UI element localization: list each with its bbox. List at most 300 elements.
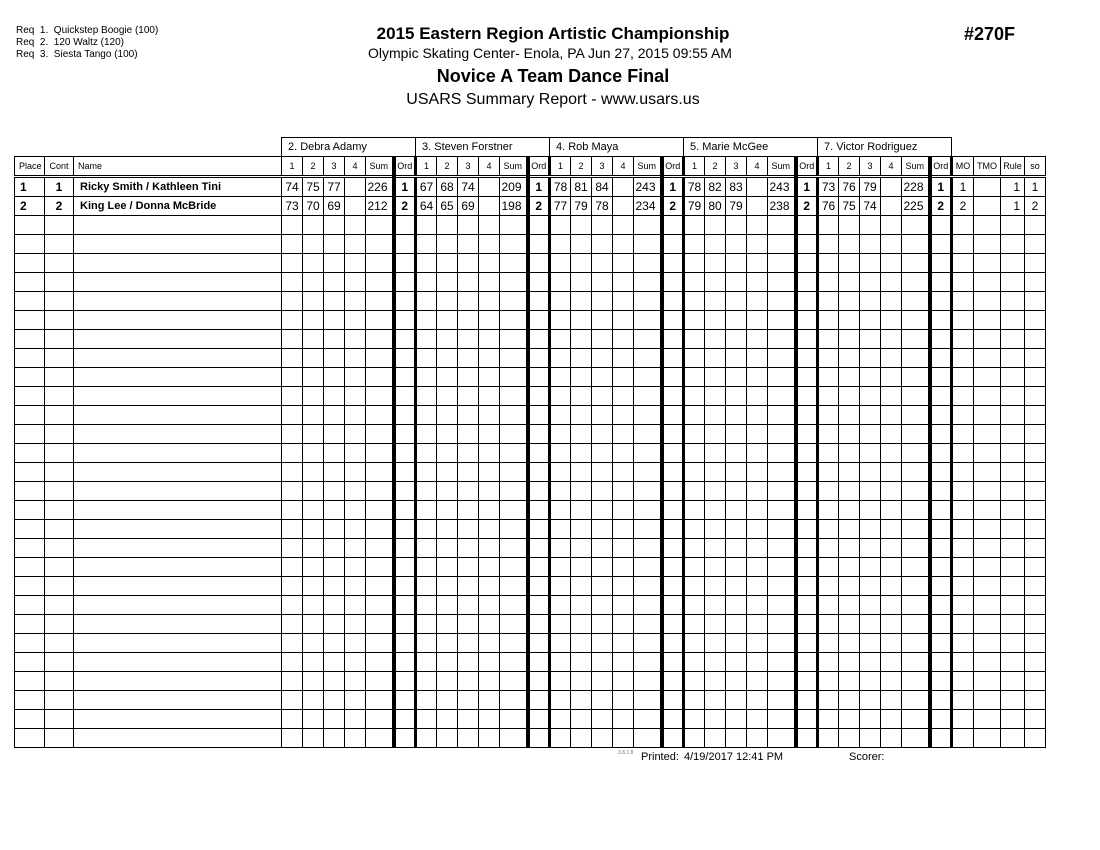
- empty-cell: [45, 558, 74, 577]
- empty-cell: [366, 520, 394, 539]
- empty-row: [15, 729, 1046, 748]
- empty-cell: [860, 729, 881, 748]
- ord-cell: 1: [528, 177, 550, 197]
- score-cell: 64: [416, 197, 437, 216]
- empty-cell: [1025, 216, 1046, 235]
- empty-cell: [684, 520, 705, 539]
- sum-cell: 238: [768, 197, 796, 216]
- empty-cell: [366, 653, 394, 672]
- empty-cell: [303, 539, 324, 558]
- empty-cell: [282, 596, 303, 615]
- empty-cell: [458, 387, 479, 406]
- empty-ord-cell: [394, 349, 416, 368]
- empty-cell: [479, 520, 500, 539]
- empty-cell: [592, 292, 613, 311]
- empty-cell: [1001, 710, 1025, 729]
- empty-row: [15, 292, 1046, 311]
- printed-value: 4/19/2017 12:41 PM: [684, 751, 784, 763]
- empty-cell: [500, 406, 528, 425]
- empty-row: [15, 235, 1046, 254]
- score-cell: [747, 197, 768, 216]
- empty-cell: [571, 710, 592, 729]
- empty-cell: [1025, 653, 1046, 672]
- empty-cell: [500, 577, 528, 596]
- empty-cell: [860, 216, 881, 235]
- so-cell: 1: [1025, 177, 1046, 197]
- empty-cell: [974, 634, 1001, 653]
- empty-cell: [571, 330, 592, 349]
- empty-cell: [500, 653, 528, 672]
- empty-ord-cell: [394, 330, 416, 349]
- empty-cell: [479, 444, 500, 463]
- empty-cell: [818, 539, 839, 558]
- empty-cell: [458, 330, 479, 349]
- empty-cell: [416, 672, 437, 691]
- empty-ord-cell: [394, 691, 416, 710]
- empty-cell: [45, 691, 74, 710]
- empty-cell: [684, 216, 705, 235]
- empty-cell: [437, 235, 458, 254]
- empty-cell: [550, 501, 571, 520]
- empty-cell: [952, 672, 974, 691]
- empty-cell: [974, 216, 1001, 235]
- empty-cell: [902, 235, 930, 254]
- empty-row: [15, 349, 1046, 368]
- empty-cell: [416, 425, 437, 444]
- empty-cell: [74, 577, 282, 596]
- empty-ord-cell: [796, 216, 818, 235]
- empty-row: [15, 672, 1046, 691]
- empty-cell: [818, 387, 839, 406]
- score-cell: [613, 197, 634, 216]
- empty-cell: [345, 691, 366, 710]
- empty-cell: [458, 577, 479, 596]
- empty-cell: [768, 615, 796, 634]
- empty-cell: [366, 577, 394, 596]
- empty-cell: [45, 653, 74, 672]
- empty-cell: [726, 387, 747, 406]
- empty-cell: [479, 501, 500, 520]
- empty-cell: [15, 634, 45, 653]
- empty-cell: [684, 577, 705, 596]
- empty-cell: [818, 425, 839, 444]
- empty-cell: [500, 482, 528, 501]
- empty-ord-cell: [394, 368, 416, 387]
- empty-cell: [324, 539, 345, 558]
- empty-ord-cell: [662, 368, 684, 387]
- empty-ord-cell: [662, 634, 684, 653]
- col-s1: 1: [818, 157, 839, 177]
- empty-cell: [1025, 235, 1046, 254]
- ord-cell: 2: [662, 197, 684, 216]
- empty-ord-cell: [528, 292, 550, 311]
- empty-cell: [324, 273, 345, 292]
- empty-cell: [952, 463, 974, 482]
- empty-cell: [726, 710, 747, 729]
- empty-ord-cell: [662, 235, 684, 254]
- empty-ord-cell: [930, 539, 952, 558]
- empty-cell: [818, 349, 839, 368]
- empty-cell: [437, 558, 458, 577]
- empty-cell: [282, 330, 303, 349]
- empty-cell: [839, 349, 860, 368]
- empty-cell: [571, 235, 592, 254]
- empty-cell: [726, 463, 747, 482]
- empty-cell: [550, 596, 571, 615]
- col-s3: 3: [324, 157, 345, 177]
- empty-ord-cell: [796, 235, 818, 254]
- empty-ord-cell: [796, 558, 818, 577]
- empty-cell: [282, 558, 303, 577]
- empty-cell: [902, 349, 930, 368]
- empty-row: [15, 311, 1046, 330]
- empty-cell: [634, 615, 662, 634]
- empty-cell: [974, 691, 1001, 710]
- empty-cell: [613, 444, 634, 463]
- empty-cell: [345, 558, 366, 577]
- col-s1: 1: [684, 157, 705, 177]
- empty-cell: [881, 292, 902, 311]
- sum-cell: 226: [366, 177, 394, 197]
- ord-cell: 2: [394, 197, 416, 216]
- empty-cell: [437, 710, 458, 729]
- col-s4: 4: [345, 157, 366, 177]
- empty-ord-cell: [528, 235, 550, 254]
- empty-cell: [592, 387, 613, 406]
- empty-cell: [592, 216, 613, 235]
- empty-cell: [839, 501, 860, 520]
- empty-cell: [839, 387, 860, 406]
- empty-cell: [634, 444, 662, 463]
- empty-cell: [282, 463, 303, 482]
- empty-cell: [479, 596, 500, 615]
- empty-ord-cell: [394, 406, 416, 425]
- empty-cell: [45, 615, 74, 634]
- empty-cell: [881, 311, 902, 330]
- empty-cell: [45, 406, 74, 425]
- empty-cell: [860, 634, 881, 653]
- empty-cell: [458, 729, 479, 748]
- empty-cell: [45, 596, 74, 615]
- column-header-row: [15, 157, 1046, 177]
- empty-cell: [366, 539, 394, 558]
- empty-cell: [974, 330, 1001, 349]
- empty-cell: [952, 235, 974, 254]
- empty-cell: [437, 520, 458, 539]
- empty-cell: [726, 444, 747, 463]
- empty-cell: [416, 368, 437, 387]
- empty-cell: [416, 330, 437, 349]
- empty-ord-cell: [930, 387, 952, 406]
- event-number: #270F: [964, 24, 1016, 44]
- empty-cell: [479, 311, 500, 330]
- empty-cell: [324, 330, 345, 349]
- score-cell: 69: [458, 197, 479, 216]
- empty-cell: [282, 387, 303, 406]
- empty-cell: [571, 425, 592, 444]
- empty-cell: [324, 482, 345, 501]
- empty-cell: [974, 463, 1001, 482]
- col-s2: 2: [437, 157, 458, 177]
- score-cell: 73: [282, 197, 303, 216]
- empty-cell: [726, 691, 747, 710]
- sum-cell: 225: [902, 197, 930, 216]
- empty-cell: [902, 501, 930, 520]
- empty-cell: [902, 691, 930, 710]
- empty-cell: [860, 463, 881, 482]
- empty-cell: [416, 349, 437, 368]
- empty-cell: [952, 273, 974, 292]
- empty-cell: [345, 235, 366, 254]
- empty-cell: [1025, 710, 1046, 729]
- empty-cell: [282, 292, 303, 311]
- empty-cell: [15, 273, 45, 292]
- empty-cell: [1001, 311, 1025, 330]
- empty-cell: [416, 539, 437, 558]
- score-cell: 77: [324, 177, 345, 197]
- empty-cell: [860, 349, 881, 368]
- empty-cell: [324, 634, 345, 653]
- empty-ord-cell: [796, 463, 818, 482]
- empty-cell: [550, 254, 571, 273]
- ord-cell: 1: [394, 177, 416, 197]
- empty-cell: [952, 615, 974, 634]
- empty-cell: [345, 387, 366, 406]
- col-s2: 2: [303, 157, 324, 177]
- empty-cell: [345, 444, 366, 463]
- empty-cell: [324, 615, 345, 634]
- empty-ord-cell: [528, 425, 550, 444]
- empty-cell: [902, 330, 930, 349]
- empty-cell: [324, 729, 345, 748]
- empty-ord-cell: [662, 406, 684, 425]
- empty-cell: [705, 349, 726, 368]
- empty-cell: [571, 558, 592, 577]
- score-cell: 82: [705, 177, 726, 197]
- empty-cell: [747, 729, 768, 748]
- empty-cell: [282, 216, 303, 235]
- empty-ord-cell: [528, 653, 550, 672]
- empty-cell: [366, 463, 394, 482]
- empty-row: [15, 577, 1046, 596]
- empty-cell: [550, 425, 571, 444]
- requirement-1: Req 1. Quickstep Boogie (100): [16, 25, 159, 36]
- empty-cell: [974, 596, 1001, 615]
- empty-ord-cell: [528, 444, 550, 463]
- empty-cell: [684, 691, 705, 710]
- empty-cell: [15, 387, 45, 406]
- empty-cell: [1025, 729, 1046, 748]
- empty-cell: [345, 330, 366, 349]
- empty-cell: [726, 425, 747, 444]
- empty-ord-cell: [930, 501, 952, 520]
- col-so: so: [1025, 157, 1046, 177]
- empty-cell: [684, 596, 705, 615]
- empty-cell: [303, 558, 324, 577]
- empty-cell: [303, 387, 324, 406]
- empty-cell: [1001, 292, 1025, 311]
- empty-cell: [550, 292, 571, 311]
- empty-cell: [952, 444, 974, 463]
- empty-cell: [860, 558, 881, 577]
- empty-ord-cell: [930, 406, 952, 425]
- empty-ord-cell: [662, 425, 684, 444]
- empty-ord-cell: [528, 691, 550, 710]
- empty-cell: [974, 672, 1001, 691]
- empty-cell: [860, 691, 881, 710]
- empty-cell: [613, 330, 634, 349]
- empty-cell: [747, 444, 768, 463]
- empty-cell: [1001, 634, 1025, 653]
- empty-cell: [550, 330, 571, 349]
- empty-cell: [860, 653, 881, 672]
- empty-cell: [902, 444, 930, 463]
- empty-cell: [324, 425, 345, 444]
- empty-cell: [634, 406, 662, 425]
- empty-cell: [839, 311, 860, 330]
- empty-ord-cell: [930, 463, 952, 482]
- empty-cell: [705, 406, 726, 425]
- ord-cell: 1: [796, 177, 818, 197]
- empty-cell: [303, 520, 324, 539]
- empty-cell: [747, 254, 768, 273]
- empty-cell: [303, 691, 324, 710]
- event-name: Novice A Team Dance Final: [436, 66, 670, 86]
- empty-row: [15, 615, 1046, 634]
- empty-ord-cell: [528, 615, 550, 634]
- empty-cell: [416, 729, 437, 748]
- empty-cell: [634, 520, 662, 539]
- empty-cell: [437, 539, 458, 558]
- empty-cell: [500, 368, 528, 387]
- results-table: [14, 137, 1046, 748]
- empty-cell: [1025, 425, 1046, 444]
- empty-cell: [282, 577, 303, 596]
- empty-cell: [479, 577, 500, 596]
- empty-cell: [303, 710, 324, 729]
- col-s2: 2: [705, 157, 726, 177]
- empty-cell: [952, 691, 974, 710]
- empty-cell: [747, 596, 768, 615]
- empty-cell: [500, 235, 528, 254]
- table-row: [15, 197, 1046, 216]
- empty-row: [15, 558, 1046, 577]
- empty-cell: [437, 311, 458, 330]
- name-cell: King Lee / Donna McBride: [74, 197, 282, 216]
- empty-cell: [634, 368, 662, 387]
- empty-cell: [437, 444, 458, 463]
- empty-ord-cell: [662, 710, 684, 729]
- empty-cell: [684, 634, 705, 653]
- empty-cell: [303, 425, 324, 444]
- empty-cell: [613, 425, 634, 444]
- empty-cell: [1025, 501, 1046, 520]
- empty-cell: [634, 634, 662, 653]
- empty-cell: [366, 634, 394, 653]
- empty-ord-cell: [528, 311, 550, 330]
- empty-cell: [324, 672, 345, 691]
- empty-cell: [818, 520, 839, 539]
- empty-cell: [366, 387, 394, 406]
- empty-cell: [479, 254, 500, 273]
- empty-cell: [74, 539, 282, 558]
- place-cell: 2: [15, 197, 45, 216]
- empty-cell: [1025, 368, 1046, 387]
- empty-cell: [45, 577, 74, 596]
- empty-cell: [839, 235, 860, 254]
- empty-cell: [282, 501, 303, 520]
- empty-cell: [550, 653, 571, 672]
- empty-cell: [592, 710, 613, 729]
- col-s3: 3: [726, 157, 747, 177]
- empty-cell: [1025, 292, 1046, 311]
- empty-cell: [479, 691, 500, 710]
- empty-cell: [705, 235, 726, 254]
- empty-ord-cell: [662, 691, 684, 710]
- empty-cell: [45, 672, 74, 691]
- tmo-cell: [974, 197, 1001, 216]
- empty-row: [15, 463, 1046, 482]
- empty-cell: [282, 311, 303, 330]
- col-sum: Sum: [634, 157, 662, 177]
- empty-cell: [74, 729, 282, 748]
- empty-ord-cell: [796, 710, 818, 729]
- empty-cell: [15, 729, 45, 748]
- empty-cell: [839, 330, 860, 349]
- empty-cell: [705, 501, 726, 520]
- empty-ord-cell: [528, 577, 550, 596]
- empty-cell: [902, 273, 930, 292]
- empty-cell: [1025, 349, 1046, 368]
- empty-cell: [974, 653, 1001, 672]
- empty-cell: [860, 311, 881, 330]
- empty-cell: [303, 501, 324, 520]
- empty-cell: [1001, 672, 1025, 691]
- empty-cell: [634, 273, 662, 292]
- empty-cell: [592, 539, 613, 558]
- empty-cell: [45, 235, 74, 254]
- empty-cell: [366, 330, 394, 349]
- empty-ord-cell: [796, 520, 818, 539]
- empty-cell: [1001, 653, 1025, 672]
- empty-cell: [416, 520, 437, 539]
- empty-cell: [571, 596, 592, 615]
- empty-cell: [74, 710, 282, 729]
- empty-ord-cell: [930, 216, 952, 235]
- empty-cell: [571, 501, 592, 520]
- empty-cell: [952, 558, 974, 577]
- empty-cell: [860, 292, 881, 311]
- empty-cell: [684, 330, 705, 349]
- empty-cell: [500, 501, 528, 520]
- empty-cell: [15, 520, 45, 539]
- empty-cell: [860, 615, 881, 634]
- empty-cell: [1001, 254, 1025, 273]
- empty-cell: [768, 710, 796, 729]
- sum-cell: 212: [366, 197, 394, 216]
- col-s1: 1: [416, 157, 437, 177]
- empty-cell: [818, 729, 839, 748]
- empty-cell: [15, 349, 45, 368]
- score-cell: 84: [592, 177, 613, 197]
- empty-cell: [458, 349, 479, 368]
- empty-cell: [974, 558, 1001, 577]
- cont-cell: 1: [45, 177, 74, 197]
- empty-row: [15, 501, 1046, 520]
- empty-ord-cell: [796, 425, 818, 444]
- empty-cell: [705, 273, 726, 292]
- empty-ord-cell: [796, 311, 818, 330]
